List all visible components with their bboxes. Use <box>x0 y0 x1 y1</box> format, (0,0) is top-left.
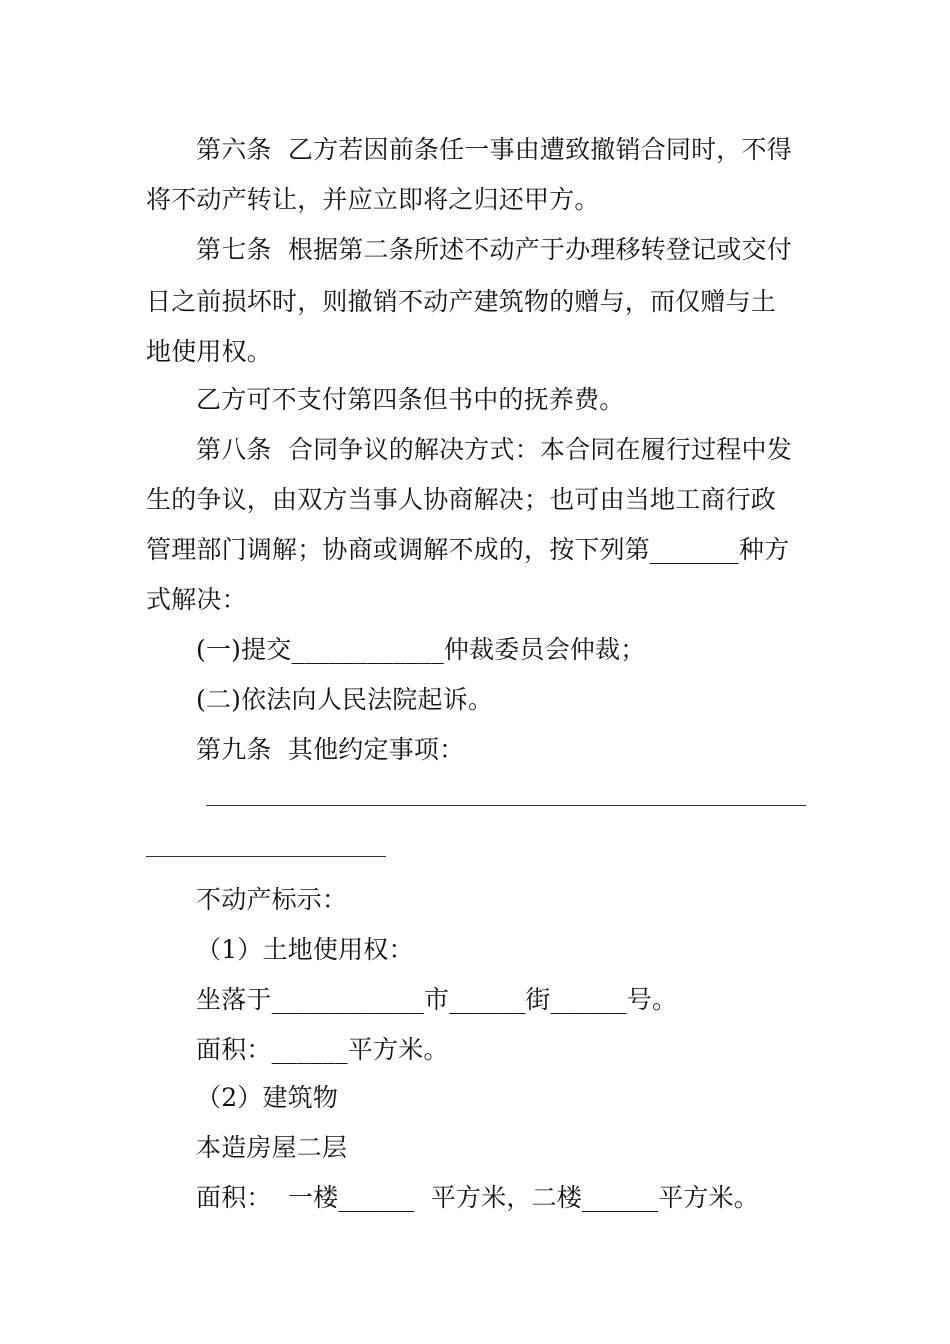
building-area-line: 面积： 一楼______ 平方米，二楼______平方米。 <box>196 1183 759 1212</box>
blank-line-2 <box>146 856 386 857</box>
land-area-line: 面积：______平方米。 <box>196 1035 449 1064</box>
option-court: (二)依法向人民法院起诉。 <box>196 685 494 714</box>
clause-7-line-1: 第七条 根据第二条所述不动产于办理移转登记或交付 <box>196 235 792 264</box>
location-line: 坐落于____________市______街______号。 <box>196 985 678 1014</box>
clause-8-line-1: 第八条 合同争议的解决方式：本合同在履行过程中发 <box>196 435 792 464</box>
option-arbitration: (一)提交____________仲裁委员会仲裁； <box>196 635 646 664</box>
blank-line-1 <box>206 805 806 806</box>
clause-9-title: 第九条 其他约定事项： <box>196 735 465 764</box>
clause-8-line-4: 式解决： <box>146 585 247 614</box>
building-heading: （2）建筑物 <box>196 1083 339 1112</box>
clause-8-line-3: 管理部门调解；协商或调解不成的，按下列第_______种方 <box>146 535 790 564</box>
property-heading: 不动产标示： <box>196 885 348 914</box>
clause-6-line-2: 将不动产转让，并应立即将之归还甲方。 <box>146 185 600 214</box>
clause-8-line-2: 生的争议，由双方当事人协商解决；也可由当地工商行政 <box>146 485 777 514</box>
clause-6-line-1: 第六条 乙方若因前条任一事由遭致撤销合同时，不得 <box>196 135 792 164</box>
clause-7-line-3: 地使用权。 <box>146 337 273 366</box>
clause-7-note: 乙方可不支付第四条但书中的抚养费。 <box>196 385 625 414</box>
land-use-right-heading: （1）土地使用权： <box>196 935 414 964</box>
house-floors-line: 本造房屋二层 <box>196 1133 348 1162</box>
clause-7-line-2: 日之前损坏时，则撤销不动产建筑物的赠与，而仅赠与土 <box>146 287 777 316</box>
